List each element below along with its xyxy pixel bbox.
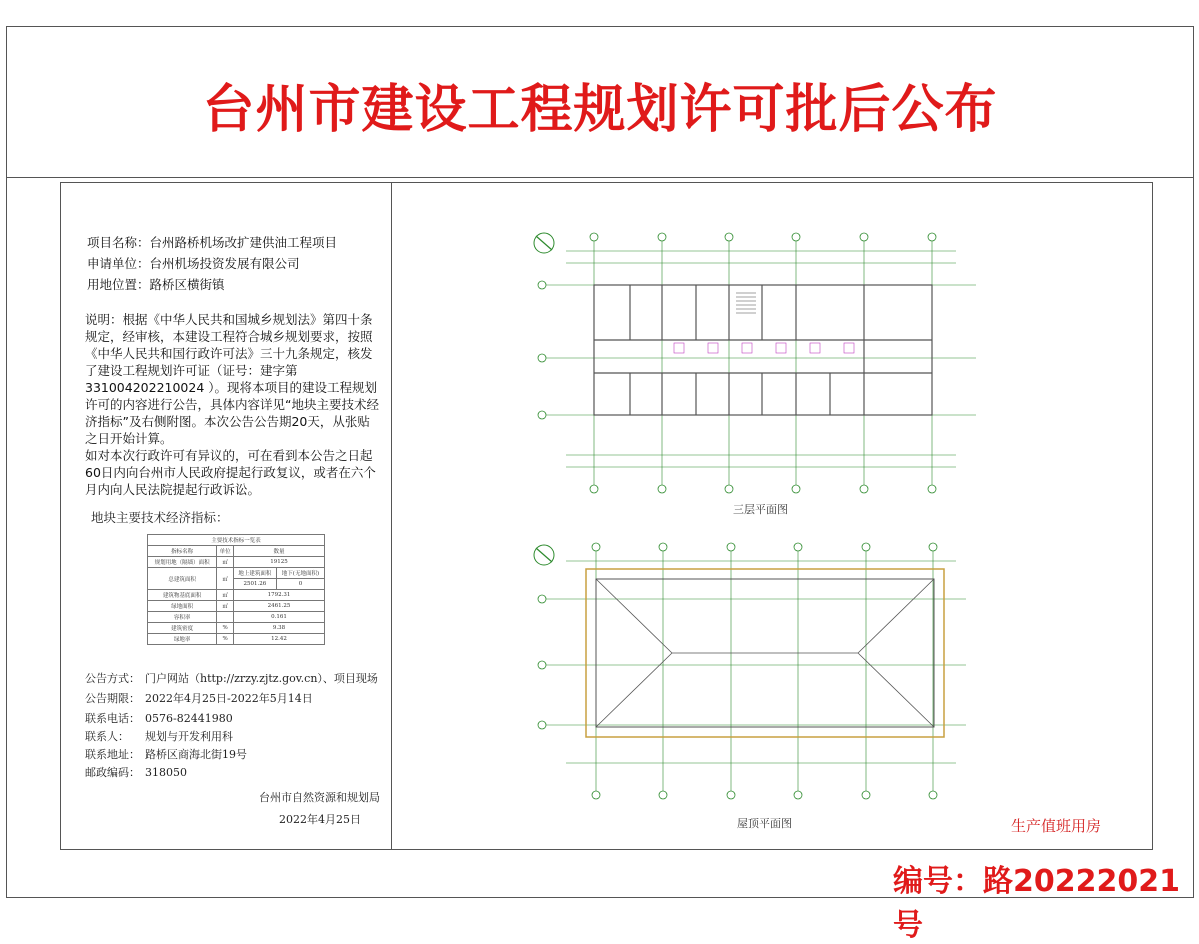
page-title: 台州市建设工程规划许可批后公布 — [202, 80, 998, 140]
building-use-label: 生产值班用房 — [1011, 817, 1102, 835]
table-row: 绿地面积 ㎡ 2461.25 — [148, 601, 325, 612]
description-paragraph: 如对本次行政许可有异议的，可在看到本公告之日起60日内向台州市人民政府提起行政复议，或者在六个月内向人民法院提起行政诉讼。 — [85, 448, 376, 497]
project-name: 项目名称：台州路桥机场改扩建供油工程项目 — [87, 235, 338, 250]
table-row: 规划用地（隔墙）面积 ㎡ 19125 — [148, 557, 325, 568]
table-row: 建筑密度 % 9.38 — [148, 623, 325, 634]
table-row: 容积率 0.161 — [148, 612, 325, 623]
info-column — [61, 183, 391, 849]
table-row: 建筑物基底面积 ㎡ 1792.31 — [148, 590, 325, 601]
issuer: 台州市自然资源和规划局 — [259, 791, 380, 804]
title-band — [7, 27, 1193, 178]
contact-person: 联系人： 规划与开发利用科 — [85, 730, 233, 743]
land-location: 用地位置：路桥区横街镇 — [87, 277, 225, 292]
serial-number: 编号：路20222021号 — [893, 864, 1180, 943]
postal-code: 邮政编码： 318050 — [85, 766, 187, 779]
table-row: 2501.26 0 — [148, 579, 325, 590]
column-divider — [391, 183, 392, 849]
applicant: 申请单位：台州机场投资发展有限公司 — [87, 256, 300, 271]
table-row: 总建筑面积 ㎡ 地上建筑面积 地下(无地面积) — [148, 568, 325, 579]
indicators-table — [147, 534, 325, 645]
roof-plan-label: 屋顶平面图 — [737, 817, 792, 830]
table-caption: 主要技术指标一览表 — [148, 535, 325, 546]
third-floor-plan — [526, 227, 986, 499]
contact-phone: 联系电话： 0576-82441980 — [85, 712, 233, 725]
table-header: 指标名称 单位 数量 — [148, 546, 325, 557]
indicators-title: 地块主要技术经济指标： — [91, 510, 229, 525]
roof-plan — [526, 541, 986, 803]
description-paragraph: 说明：根据《中华人民共和国城乡规划法》第四十条规定，经审核，本建设工程符合城乡规划要求，按照《中华人民共和国行政许可法》三十九条规定，核发了建设工程规划许可证（证号：建字第331004202210024 ）。现将本项目的建设工程规划许可的内容进行公告，具体内容详见“地块主要技术经济指标”及右侧附图。本次公告公告期20天，从张贴之日开始计算。 — [85, 312, 379, 446]
table-row: 绿地率 % 12.42 — [148, 634, 325, 645]
notice-method: 公告方式： 门户网站（http://zrzy.zjtz.gov.cn）、项目现场 — [85, 672, 378, 685]
description — [85, 311, 381, 498]
content-panel — [60, 182, 1153, 850]
issue-date: 2022年4月25日 — [279, 813, 361, 826]
notice-period: 公告期限： 2022年4月25日-2022年5月14日 — [85, 692, 313, 705]
third-floor-plan-label: 三层平面图 — [733, 503, 788, 516]
contact-address: 联系地址： 路桥区商海北街19号 — [85, 748, 247, 761]
